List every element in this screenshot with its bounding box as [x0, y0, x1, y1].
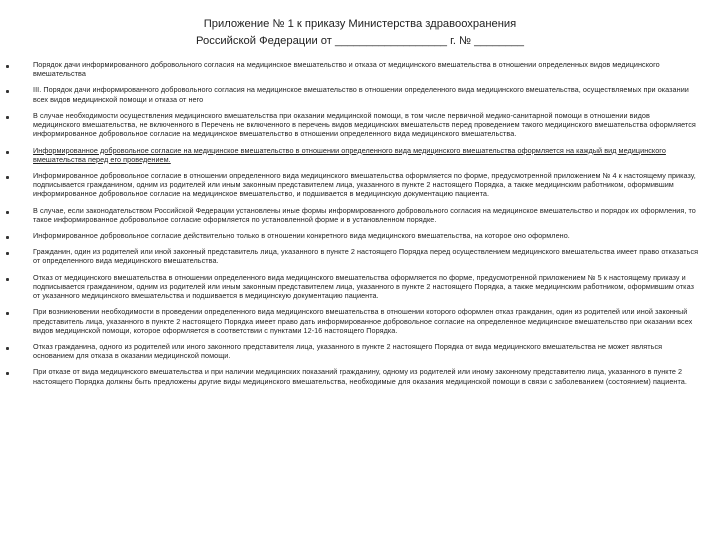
list-item	[0, 85, 720, 103]
list-item	[0, 171, 720, 198]
list-item	[0, 146, 720, 164]
bullet-icon	[6, 116, 9, 119]
bullet-icon	[6, 176, 9, 179]
list-item	[0, 342, 720, 360]
paragraph-list	[0, 60, 720, 393]
document-header	[0, 16, 720, 50]
paragraph-text: При отказе от вида медицинского вмешательства и при наличии медицинских показаний гражданину, одному из родителей или иному законному представителю лица, указанного в пункте 2 настоящего Порядка должны быть предложены другие виды медицинского вмешательства, необходимые для оказания медицинской помощи в связи с заболеванием (состоянием) пациента.	[33, 367, 687, 386]
bullet-icon	[6, 372, 9, 375]
list-item	[0, 231, 720, 240]
paragraph-text: При возникновении необходимости в проведении определенного вида медицинского вмешательства в отношении которого оформлен отказ гражданин, один из родителей или иной законный представитель лица, указанного в пункте 2 настоящего Порядка имеет право дать информированное добровольное согласие на определенное медицинское вмешательство при оказании всех видов медицинской помощи, которое оформляется в соответствии с пунктами 12-16 настоящего Порядка.	[33, 307, 693, 335]
bullet-icon	[6, 65, 9, 68]
paragraph-text: Информированное добровольное согласие действительно только в отношении конкретного вида медицинского вмешательства, на которое оно оформлено.	[33, 231, 570, 240]
paragraph-text: Отказ гражданина, одного из родителей или иного законного представителя лица, указанного в пункте 2 настоящего Порядка от вида медицинского вмешательства не может являться основанием для отказа в оказании медицинской помощи.	[33, 341, 663, 361]
paragraph-text: Информированное добровольное согласие в отношении определенного вида медицинского вмешательства оформляется по форме, предусмотренной приложением № 4 к настоящему приказу, подписывается гражданином, одним из родителей или иным законным представителем лица, указанного в пункте 2 настоящего Порядка, а также медицинским работником, оформившим информированное добровольное согласие на медицинское вмешательство, и подшивается в медицинскую документацию пациента.	[33, 170, 696, 199]
bullet-icon	[6, 312, 9, 315]
list-item	[0, 206, 720, 224]
paragraph-text: В случае необходимости осуществления медицинского вмешательства при оказании медицинской помощи, в том числе первичной медико-санитарной помощи в отношении видов медицинского вмешательства, не включенного в Перечень не включенного в перечень видов медицинских вмешательств перед проведением такого медицинского вмешательства оформляется информированное добровольное согласие на медицинское вмешательство в отношении определенного вида медицинского вмешательства.	[33, 110, 696, 139]
bullet-icon	[6, 252, 9, 255]
paragraph-text: Отказ от медицинского вмешательства в отношении определенного вида медицинского вмешательства оформляется по форме, предусмотренной приложением № 5 к настоящему приказу и подписывается гражданином, одним из родителей или иным законным представителем лица, указанного в пункте 2 настоящего Порядка, а также медицинским работником, оформившим отказ от указанного медицинского вмешательства и подшивается в медицинскую документацию пациента.	[33, 272, 694, 301]
bullet-icon	[6, 236, 9, 239]
header-line-2: Российской Федерации от __________________ г. № ________	[196, 35, 524, 47]
header-line-1: Приложение № 1 к приказу Министерства здравоохранения	[203, 18, 517, 30]
paragraph-text: В случае, если законодательством Российской Федерации установлены иные формы информированного добровольного согласия на медицинское вмешательство и порядок их оформления, то такое информированное добровольное согласие оформляется по установленной форме и в установленном порядке.	[33, 205, 696, 224]
list-item	[0, 60, 720, 78]
list-item	[0, 307, 720, 334]
list-item	[0, 367, 720, 385]
bullet-icon	[6, 211, 9, 214]
bullet-icon	[6, 151, 9, 154]
bullet-icon	[6, 90, 9, 93]
paragraph-text-underlined: Информированное добровольное согласие на медицинское вмешательство в отношении определенного вида медицинского вмешательства оформляется на каждый вид медицинского вмешательства перед его проведением.	[33, 145, 666, 164]
paragraph-text: Порядок дачи информированного добровольного согласия на медицинское вмешательство и отказа от медицинского вмешательства в отношении определенных видов медицинского вмешательства	[33, 60, 660, 79]
list-item	[0, 111, 720, 138]
list-item	[0, 247, 720, 265]
list-item	[0, 273, 720, 300]
bullet-icon	[6, 278, 9, 281]
paragraph-text: Гражданин, один из родителей или иной законный представитель лица, указанного в пункте 2 настоящего Порядка перед осуществлением медицинского вмешательства имеет право отказаться от определенного вида медицинского вмешательства.	[33, 247, 699, 266]
bullet-icon	[6, 347, 9, 350]
paragraph-text: III. Порядок дачи информированного добровольного согласия на медицинское вмешательство в отношении определенного вида медицинского вмешательства, осуществляемых при оказании всех видов медицинской помощи и отказа от него	[33, 85, 689, 104]
